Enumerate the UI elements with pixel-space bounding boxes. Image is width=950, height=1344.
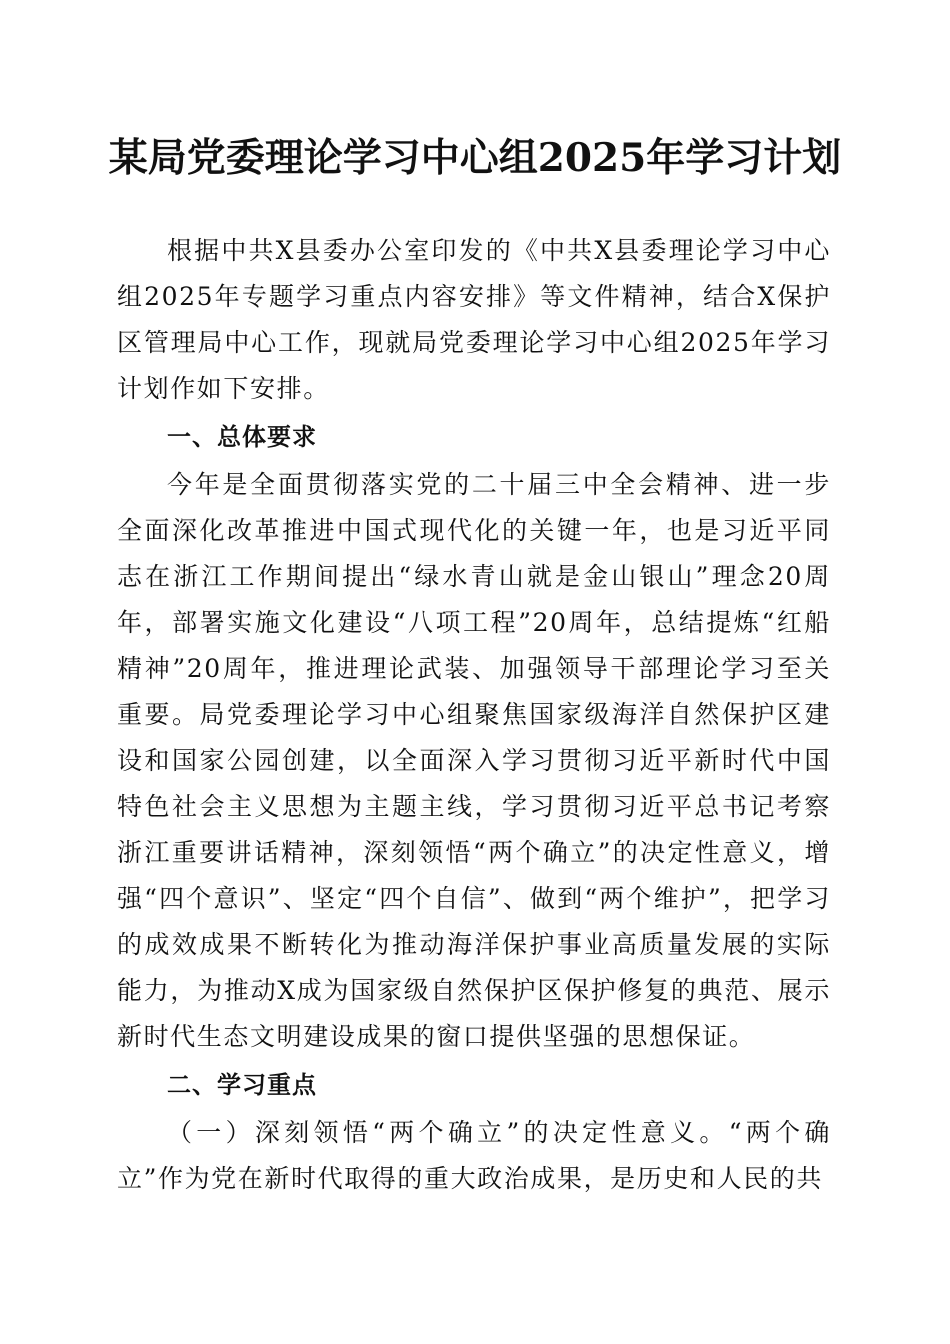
overall-requirements-paragraph: 今年是全面贯彻落实党的二十届三中全会精神、进一步全面深化改革推进中国式现代化的关键一年，也是习近平同志在浙江工作期间提出“绿水青山就是金山银山”理念20周年，部署实施文化建设“八项工程”20周年，总结提炼“红船精神”20周年，推进理论武装、加强领导干部理论学习至关重要。局党委理论学习中心组聚焦国家级海洋自然保护区建设和国家公园创建，以全面深入学习贯彻习近平新时代中国特色社会主义思想为主题主线，学习贯彻习近平总书记考察浙江重要讲话精神，深刻领悟“两个确立”的决定性意义，增强“四个意识”、坚定“四个自信”、做到“两个维护”，把学习的成效成果不断转化为推动海洋保护事业高质量发展的实际能力，为推动X成为国家级自然保护区保护修复的典范、展示新时代生态文明建设成果的窗口提供坚强的思想保证。	[117, 470, 831, 1051]
document-body	[117, 228, 831, 1202]
document-title: 某局党委理论学习中心组2025年学习计划	[108, 135, 842, 181]
study-focus-paragraph: （一）深刻领悟“两个确立”的决定性意义。“两个确立”作为党在新时代取得的重大政治成果，是历史和人民的共	[117, 1118, 831, 1193]
intro-paragraph: 根据中共X县委办公室印发的《中共X县委理论学习中心组2025年专题学习重点内容安排》等文件精神，结合X保护区管理局中心工作，现就局党委理论学习中心组2025年学习计划作如下安排。	[117, 236, 831, 403]
section-heading-overall-requirements: 一、总体要求	[167, 423, 317, 451]
section-heading-study-focus: 二、学习重点	[167, 1071, 317, 1099]
